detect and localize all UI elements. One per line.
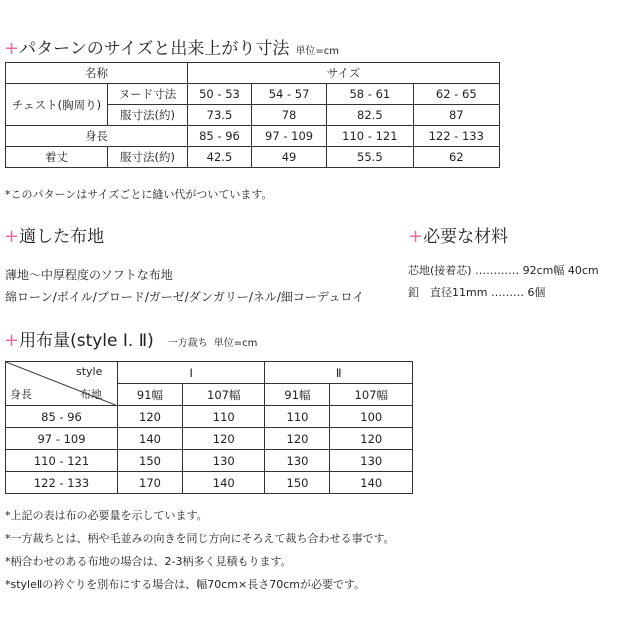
- length-value: 55.5: [327, 147, 413, 168]
- cell: 120: [330, 428, 413, 450]
- row-height: 85 - 96: [6, 406, 118, 428]
- cut-note: 一方裁ち: [167, 338, 208, 349]
- cell: 170: [118, 472, 183, 494]
- finished-value: 82.5: [327, 105, 413, 126]
- corner-fabric: 布地: [80, 388, 102, 401]
- cell: 110: [265, 406, 330, 428]
- note: *一方裁ちとは、柄や毛並みの向きを同じ方向にそろえて裁ち合わせる事です。: [5, 532, 395, 545]
- cell: 120: [118, 406, 183, 428]
- table-row: [6, 428, 413, 450]
- fabric-line2: 綿ローン/ボイル/ブロード/ガーゼ/ダンガリー/ネル/細コーデュロイ: [5, 290, 365, 304]
- finished-value: 73.5: [188, 105, 252, 126]
- finished-value: 87: [413, 105, 499, 126]
- cell: 150: [265, 472, 330, 494]
- nude-value: 50 - 53: [188, 84, 252, 105]
- section4-title: 用布量(style Ⅰ. Ⅱ): [19, 331, 154, 351]
- row-height: 97 - 109: [6, 428, 118, 450]
- height-label: 身長: [6, 126, 188, 147]
- header-name: 名称: [6, 63, 188, 84]
- length-value: 49: [251, 147, 326, 168]
- length-label: 着丈: [6, 147, 108, 168]
- table-row: [6, 472, 413, 494]
- material-dots: ………: [490, 286, 524, 299]
- header-size: サイズ: [188, 63, 500, 84]
- fabric-line1: 薄地～中厚程度のソフトな布地: [5, 268, 173, 282]
- section1-heading: [4, 34, 339, 59]
- section4-unit: 単位=cm: [213, 338, 258, 349]
- finished-label: 服寸法(約): [108, 105, 188, 126]
- plus-icon: +: [408, 226, 424, 247]
- material-value: 6個: [527, 286, 546, 299]
- length-value: 42.5: [188, 147, 252, 168]
- cell: 110: [182, 406, 265, 428]
- section3-heading: [408, 222, 508, 247]
- cell: 130: [330, 450, 413, 472]
- nude-value: 54 - 57: [251, 84, 326, 105]
- section4-heading: [4, 326, 257, 351]
- section2-heading: [4, 222, 104, 247]
- finished-value: 78: [251, 105, 326, 126]
- row-height: 122 - 133: [6, 472, 118, 494]
- size-note: *このパターンはサイズごとに縫い代がついています。: [5, 188, 273, 201]
- section3-title: 必要な材料: [423, 227, 509, 247]
- section1-unit: 単位=cm: [295, 46, 340, 57]
- note: *柄合わせのある布地の場合は、2-3柄多く見積もります。: [5, 555, 292, 568]
- chest-label: チェスト(胸周り): [6, 84, 108, 126]
- width-header: 91幅: [118, 384, 183, 406]
- note: *styleⅡの衿ぐりを別布にする場合は、幅70cm×長さ70cmが必要です。: [5, 578, 366, 591]
- length-finished-label: 服寸法(約): [108, 147, 188, 168]
- table-row: [6, 406, 413, 428]
- nude-value: 58 - 61: [327, 84, 413, 105]
- table-row: [6, 450, 413, 472]
- material-item-1: [408, 262, 599, 278]
- cell: 130: [265, 450, 330, 472]
- note: *上記の表は布の必要量を示しています。: [5, 509, 208, 522]
- material-name: 釦 直径11mm: [408, 286, 488, 299]
- cell: 140: [118, 428, 183, 450]
- cell: 120: [265, 428, 330, 450]
- size-table: [5, 62, 500, 168]
- nude-label: ヌード寸法: [108, 84, 188, 105]
- width-header: 107幅: [330, 384, 413, 406]
- nude-value: 62 - 65: [413, 84, 499, 105]
- cell: 150: [118, 450, 183, 472]
- corner-height: 身長: [10, 388, 32, 401]
- material-name: 芯地(接着芯): [408, 264, 472, 277]
- cell: 140: [182, 472, 265, 494]
- height-value: 122 - 133: [413, 126, 499, 147]
- plus-icon: +: [4, 330, 20, 351]
- cell: 100: [330, 406, 413, 428]
- fabric-table: [5, 361, 413, 494]
- width-header: 91幅: [265, 384, 330, 406]
- cell: 120: [182, 428, 265, 450]
- style1-header: Ⅰ: [118, 362, 265, 384]
- height-value: 97 - 109: [251, 126, 326, 147]
- style2-header: Ⅱ: [265, 362, 413, 384]
- material-item-2: [408, 284, 545, 300]
- length-value: 62: [413, 147, 499, 168]
- cell: 140: [330, 472, 413, 494]
- cell: 130: [182, 450, 265, 472]
- material-value: 92cm幅 40cm: [522, 264, 599, 277]
- height-value: 85 - 96: [188, 126, 252, 147]
- section2-title: 適した布地: [19, 227, 105, 247]
- corner-cell: [6, 362, 118, 406]
- corner-style: style: [76, 365, 103, 378]
- height-value: 110 - 121: [327, 126, 413, 147]
- material-dots: …………: [475, 264, 520, 277]
- plus-icon: +: [4, 38, 20, 59]
- width-header: 107幅: [182, 384, 265, 406]
- row-height: 110 - 121: [6, 450, 118, 472]
- plus-icon: +: [4, 226, 20, 247]
- section1-title: パターンのサイズと出来上がり寸法: [19, 39, 290, 59]
